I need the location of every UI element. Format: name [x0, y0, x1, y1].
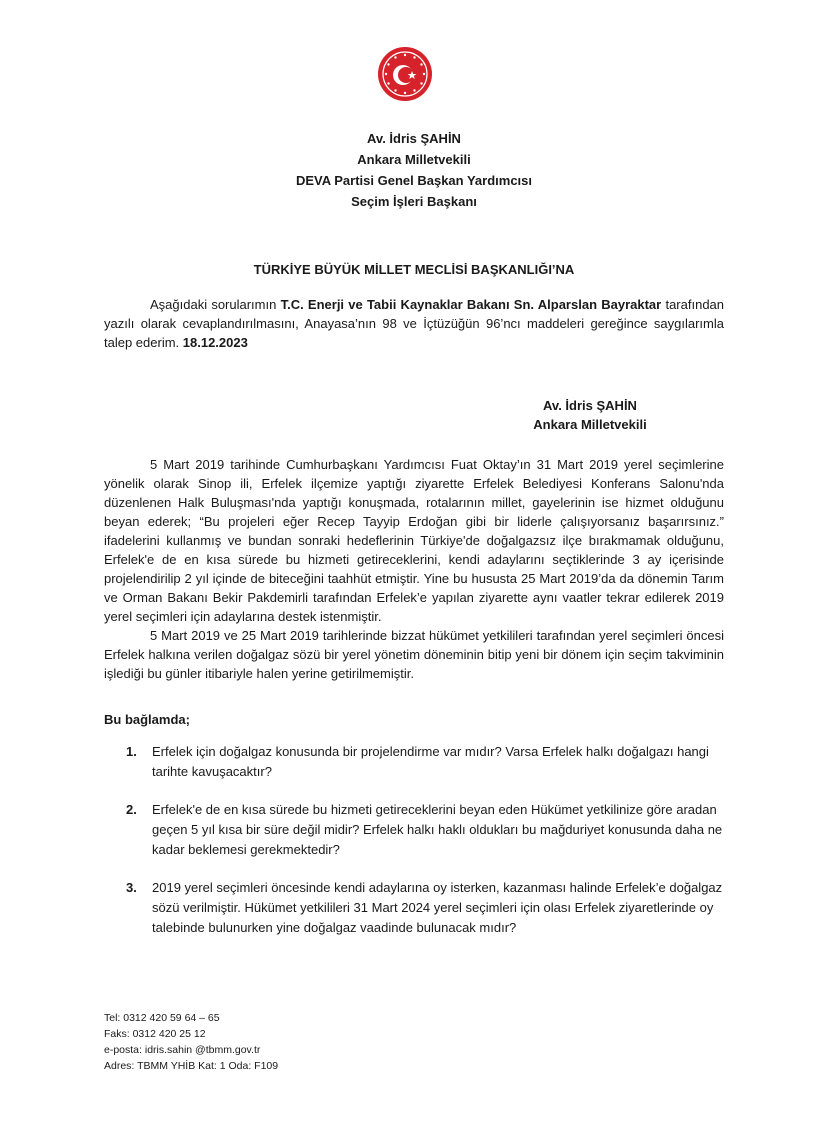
body-text [104, 455, 724, 683]
sender-party-role: DEVA Partisi Genel Başkan Yardımcısı [295, 173, 533, 188]
question-number: 2. [126, 802, 137, 817]
context-label: Bu bağlamda; [104, 712, 190, 727]
contact-phone: Tel: 0312 420 59 64 – 65 [104, 1012, 220, 1024]
question-text: Erfelek için doğalgaz konusunda bir projelendirme var mıdır? Varsa Erfelek halkı doğalgazı hangi tarihte kavuşacaktır? [152, 744, 709, 779]
question-item [104, 800, 724, 860]
sender-header [0, 128, 828, 212]
question-item [104, 878, 724, 938]
question-text: 2019 yerel seçimleri öncesinde kendi adaylarına oy isterken, kazanması halinde Erfelek’e doğalgaz sözü verilmiştir. Hükümet yetkilileri 31 Mart 2024 yerel seçimleri için olası Erfelek ziyaretlerinde oy talebinde bulunurken yine doğalgaz vaadinde bulunacak mıdır? [152, 880, 723, 935]
request-date: 18.12.2023 [182, 335, 248, 350]
minister-name: T.C. Enerji ve Tabii Kaynaklar Bakanı Sn. Alparslan Bayraktar [280, 297, 662, 312]
contact-address: Adres: TBMM YHİB Kat: 1 Oda: F109 [104, 1060, 279, 1072]
contact-fax: Faks: 0312 420 25 12 [104, 1028, 206, 1040]
request-text-2: tarafından yazılı olarak cevaplandırılmasını, Anayasa’nın 98 ve İçtüzüğün 96’ncı maddeleri gereğince saygılarımla talep ederim. [104, 297, 725, 350]
question-number: 1. [126, 744, 137, 759]
question-list [104, 742, 724, 956]
body-paragraph-1: 5 Mart 2019 tarihinde Cumhurbaşkanı Yardımcısı Fuat Oktay’ın 31 Mart 2019 yerel seçimlerine yönelik olarak Sinop ili, Erfelek ilçemize yaptığı ziyarette Erfelek Belediyesi Konferans Salonu'nda düzenlenen Halk Buluşması'nda yaptığı konuşmada, rotalarının millet, gayelerinin ise hizmet olduğunu beyan ederek; “Bu projeleri eğer Recep Tayyip Erdoğan gibi bir liderle çalışıyorsanız başarırsınız.” ifadelerini kullanmış ve bundan sonraki hedeflerinin Türkiye'de doğalgazsız ilçe bırakmamak olduğunu, Erfelek'e de en kısa sürede bu hizmeti getireceklerini, kendi adaylarını seçtiklerinde 3 ay içerisinde projelendirilip 2 yıl içinde de biteceğini taahhüt etmiştir. Yine bu hususta 25 Mart 2019’da da dönemin Tarım ve Orman Bakanı Bekir Pakdemirli tarafından Erfelek’e yapılan ziyarette aynı vaatler tekrar edilerek 2019 yerel seçimleri için adaylarına destek istenmiştir. [104, 457, 724, 624]
tbmm-emblem-icon [377, 46, 433, 102]
question-item [104, 742, 724, 782]
addressee: TÜRKİYE BÜYÜK MİLLET MECLİSİ BAŞKANLIĞI’NA [253, 262, 575, 277]
question-text: Erfelek'e de en kısa sürede bu hizmeti getireceklerini beyan eden Hükümet yetkilinize göre aradan geçen 5 yıl kısa bir süre değil midir? Erfelek halkı haklı oldukları bu mağduriyet konusunda daha ne kadar beklemesi gerekmektedir? [152, 802, 723, 857]
contact-email: e-posta: idris.sahin @tbmm.gov.tr [104, 1044, 261, 1056]
signature-title: Ankara Milletvekili [533, 417, 647, 432]
sender-title: Ankara Milletvekili [357, 152, 471, 167]
request-paragraph [104, 295, 724, 352]
body-paragraph-2: 5 Mart 2019 ve 25 Mart 2019 tarihlerinde bizzat hükümet yetkilileri tarafından yerel seçimleri öncesi Erfelek halkına verilen doğalgaz sözü bir yerel yönetim döneminin bitip yeni bir dönem için seçim takviminin işlediği bu günler itibariyle halen yerine getirilmemiştir. [104, 628, 724, 681]
sender-name: Av. İdris ŞAHİN [367, 131, 461, 146]
signature-block [500, 396, 680, 434]
signature-name: Av. İdris ŞAHİN [543, 398, 637, 413]
contact-block [104, 1010, 278, 1074]
request-text-1: Aşağıdaki sorularımın [150, 297, 281, 312]
sender-office: Seçim İşleri Başkanı [351, 194, 477, 209]
question-number: 3. [126, 880, 137, 895]
